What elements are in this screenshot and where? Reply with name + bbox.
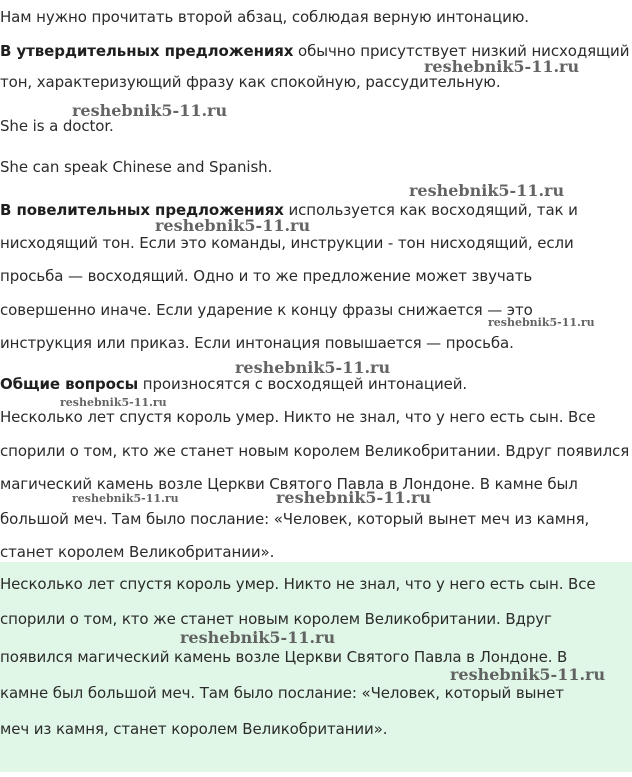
- story-line-5: станет королем Великобритании».: [0, 543, 275, 561]
- general-questions-rest: произносятся с восходящей интонацией.: [138, 375, 468, 393]
- watermark: reshebnik5-11.ru: [180, 628, 336, 647]
- watermark: reshebnik5-11.ru: [72, 101, 228, 120]
- watermark: reshebnik5-11.ru: [424, 57, 580, 76]
- answer-line-4: камне был большой меч. Там было послание: «Человек, который вынет: [0, 684, 564, 702]
- answer-line-1: Несколько лет спустя король умер. Никто не знал, что у него есть сын. Все: [0, 575, 596, 593]
- general-questions-bold: Общие вопросы: [0, 375, 139, 393]
- imperative-rest: используется как восходящий, так и: [283, 201, 578, 219]
- general-questions-line: [0, 375, 467, 393]
- imperative-line-2: нисходящий тон. Если это команды, инструкции - тон нисходящий, если: [0, 234, 574, 252]
- affirmative-bold: В утвердительных предложениях: [0, 42, 294, 60]
- answer-line-5: меч из камня, станет королем Великобритании».: [0, 720, 388, 738]
- story-line-4: большой меч. Там было послание: «Человек, который вынет меч из камня,: [0, 510, 590, 528]
- watermark: reshebnik5-11.ru: [488, 316, 595, 329]
- watermark: reshebnik5-11.ru: [276, 488, 432, 507]
- answer-line-3: появился магический камень возле Церкви Святого Павла в Лондоне. В: [0, 648, 568, 666]
- affirmative-rest: обычно присутствует низкий нисходящий: [293, 42, 630, 60]
- story-line-2: спорили о том, кто же станет новым королем Великобритании. Вдруг появился: [0, 442, 630, 460]
- watermark: reshebnik5-11.ru: [235, 358, 391, 377]
- watermark: reshebnik5-11.ru: [60, 396, 167, 409]
- story-line-1: Несколько лет спустя король умер. Никто не знал, что у него есть сын. Все: [0, 408, 596, 426]
- instruction-text: Нам нужно прочитать второй абзац, соблюдая верную интонацию.: [0, 8, 529, 26]
- watermark: reshebnik5-11.ru: [450, 665, 606, 684]
- example-2: She can speak Chinese and Spanish.: [0, 158, 273, 176]
- affirmative-line-2: тон, характеризующий фразу как спокойную, рассудительную.: [0, 73, 501, 91]
- watermark: reshebnik5-11.ru: [72, 492, 179, 505]
- imperative-line-3: просьба — восходящий. Одно и то же предложение может звучать: [0, 267, 533, 285]
- imperative-line-4: совершенно иначе. Если ударение к концу фразы снижается — это: [0, 301, 533, 319]
- example-1: She is a doctor.: [0, 117, 114, 135]
- story-line-3: магический камень возле Церкви Святого Павла в Лондоне. В камне был: [0, 475, 578, 493]
- watermark: reshebnik5-11.ru: [409, 181, 565, 200]
- imperative-bold: В повелительных предложениях: [0, 201, 284, 219]
- answer-line-2: спорили о том, кто же станет новым королем Великобритании. Вдруг: [0, 610, 552, 628]
- imperative-line-5: инструкция или приказ. Если интонация повышается — просьба.: [0, 334, 514, 352]
- watermark: reshebnik5-11.ru: [155, 216, 311, 235]
